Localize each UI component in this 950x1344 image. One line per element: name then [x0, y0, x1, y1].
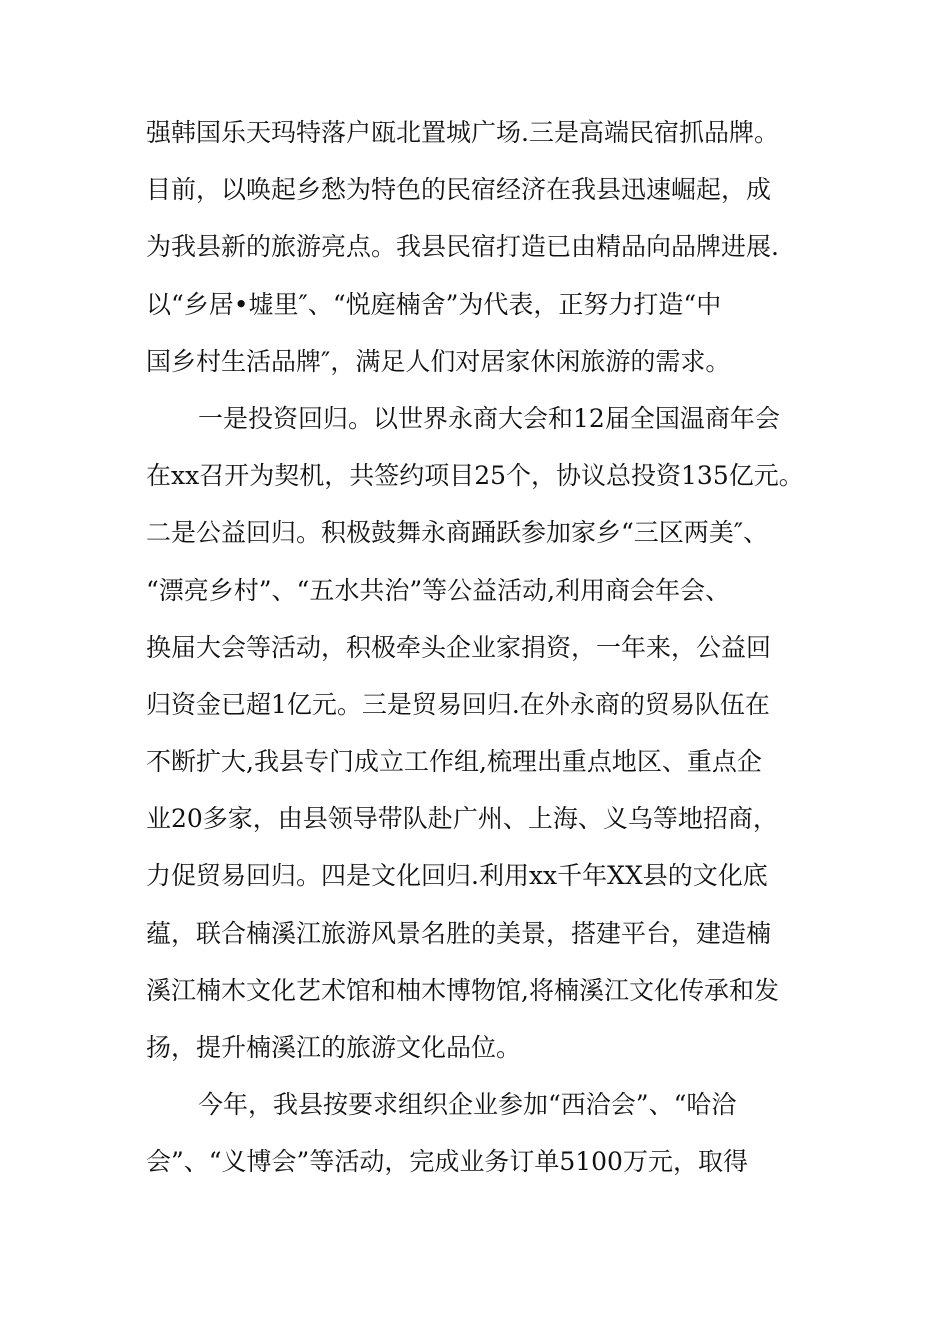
body-text — [146, 104, 826, 1191]
text-line: 以“乡居•墟里″、“悦庭楠舍”为代表，正努力打造“中 — [146, 289, 722, 319]
text-line: 蕴，联合楠溪江旅游风景名胜的美景，搭建平台，建造楠 — [146, 918, 772, 948]
text-line: “漂亮乡村”、“五水共治”等公益活动,利用商会年会、 — [146, 575, 731, 605]
text-line: 为我县新的旅游亮点。我县民宿打造已由精品向品牌进展. — [146, 232, 779, 262]
text-line: 力促贸易回归。四是文化回归.利用xx千年XX县的文化底 — [146, 861, 768, 891]
text-line: 扬，提升楠溪江的旅游文化品位。 — [146, 1033, 522, 1062]
text-line: 强韩国乐天玛特落户瓯北置城广场.三是高端民宿抓品牌。 — [146, 118, 779, 147]
text-line: 换届大会等活动，积极牵头企业家捐资，一年来，公益回 — [146, 632, 772, 662]
text-line: 二是公益回归。积极鼓舞永商踊跃参加家乡“三区两美″、 — [146, 518, 769, 548]
text-line: 归资金已超1亿元。三是贸易回归.在外永商的贸易队伍在 — [146, 689, 770, 719]
text-line: 溪江楠木文化艺术馆和柚木博物馆,将楠溪江文化传承和发 — [146, 975, 779, 1005]
text-line: 业20多家，由县领导带队赴广州、上海、义乌等地招商， — [146, 804, 778, 834]
text-line: 国乡村生活品牌″，满足人们对居家休闲旅游的需求。 — [146, 346, 731, 376]
paragraph-start-line: 今年，我县按要求组织企业参加“西洽会”、“哈洽 — [198, 1090, 737, 1120]
text-line: 不断扩大,我县专门成立工作组,梳理出重点地区、重点企 — [146, 747, 762, 777]
text-line: 会”、“义博会”等活动，完成业务订单5100万元，取得 — [146, 1147, 748, 1177]
text-line: 在xx召开为契机，共签约项目25个，协议总投资135亿元。 — [146, 461, 804, 491]
paragraph-start-line: 一是投资回归。以世界永商大会和12届全国温商年会 — [198, 403, 780, 433]
text-line: 目前，以唤起乡愁为特色的民宿经济在我县迅速崛起，成 — [146, 175, 772, 205]
